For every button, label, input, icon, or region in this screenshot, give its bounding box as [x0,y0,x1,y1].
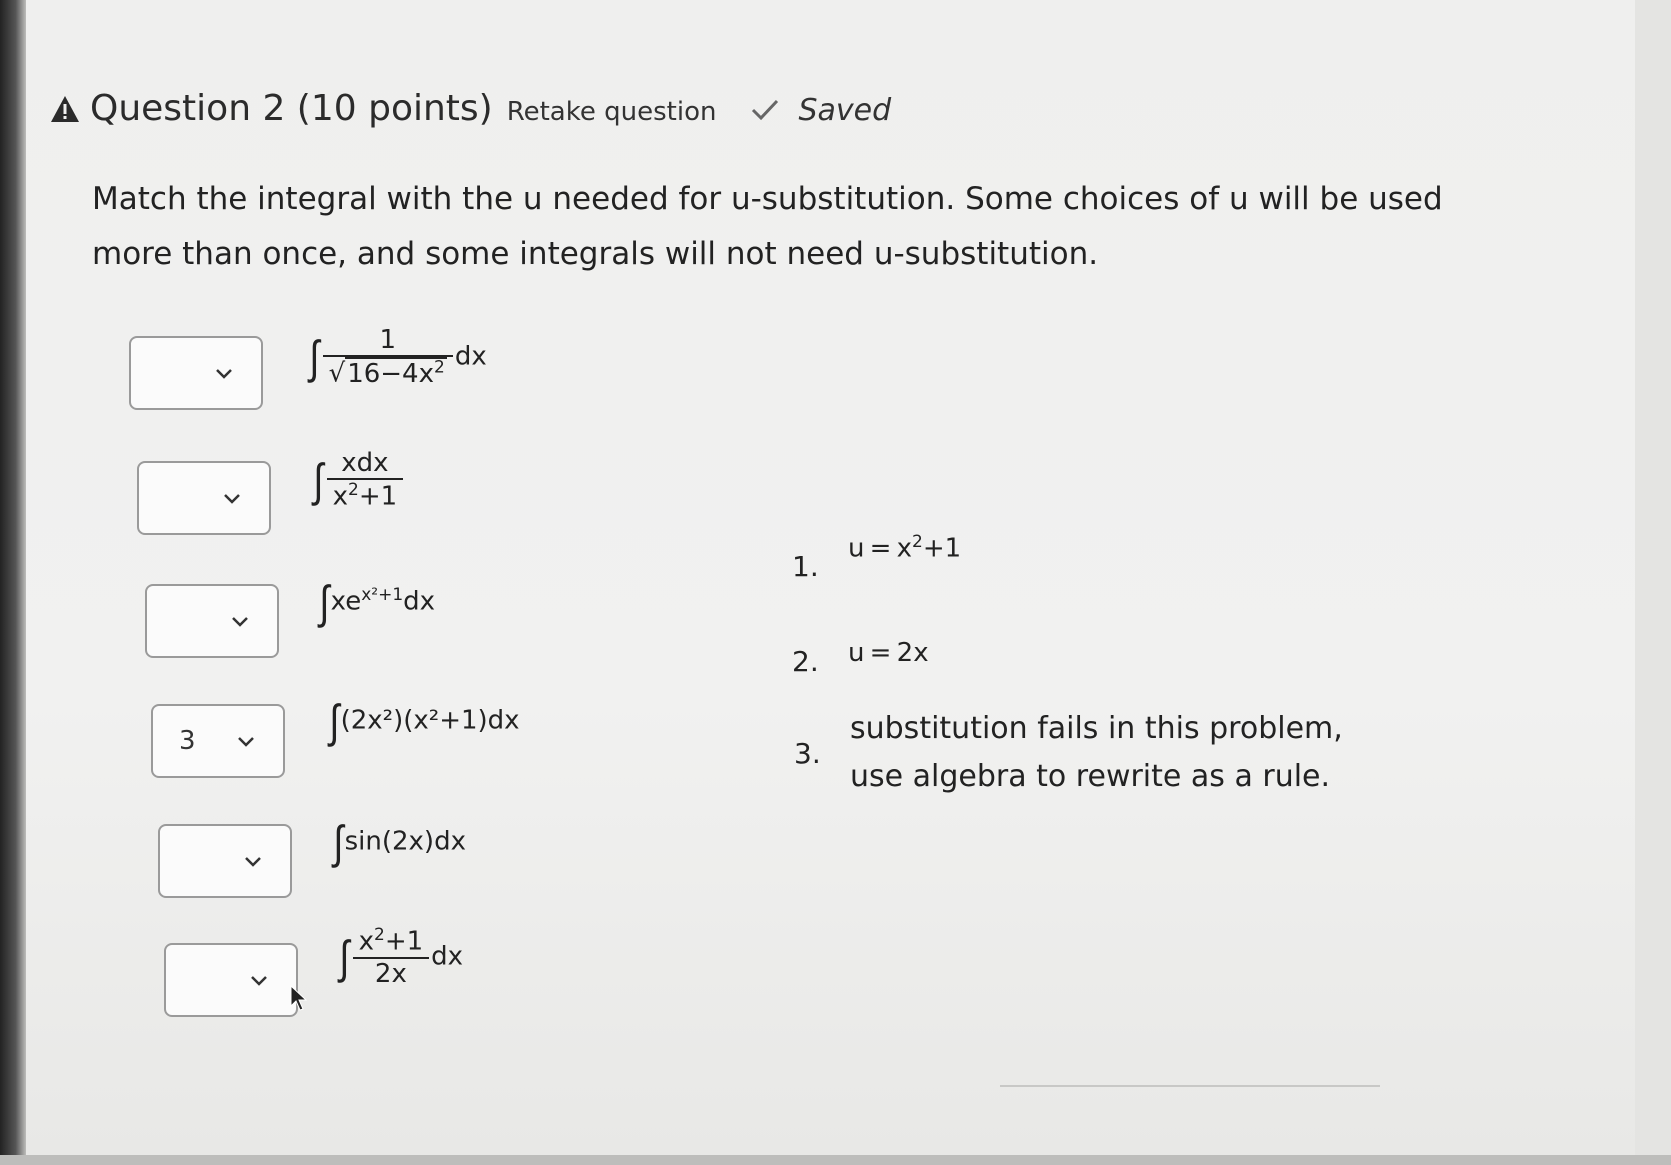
radicand: 16−4x [347,358,434,389]
option-rest: +1 [922,533,962,564]
differential: dx [431,941,464,972]
integral-sign: ∫ [339,929,350,984]
exponent: 2 [348,480,359,500]
exponent: 2 [374,925,385,945]
question-instructions: Match the integral with the u needed for u-substitution. Some choices of u will be used more than once, and some integrals will not need u-substitution. [92,181,1443,272]
num-base: x [358,926,374,957]
option-number: 2. [792,645,819,678]
denominator: $√16-4x^2$ [328,357,445,389]
den-rest: +1 [358,481,398,512]
retake-question-link[interactable]: Retake question [506,97,717,127]
numerator [353,925,430,959]
integral-sign: ∫ [333,815,344,869]
match-select-5[interactable] [158,824,292,898]
exponent: 2 [434,357,445,377]
option-text: u = 2x [848,638,929,668]
match-select-2[interactable] [137,461,271,535]
fraction [323,325,453,389]
option-lhs: u = x [848,533,913,564]
monitor-bezel-bottom [0,1155,1671,1165]
integral-1 [308,325,487,389]
exponent: 2 [912,532,923,552]
match-select-6[interactable] [164,943,298,1017]
chevron-down-icon [237,736,255,748]
integral-5 [332,815,466,869]
question-header [50,88,891,129]
denominator: 2x [374,958,407,989]
denominator [327,480,404,512]
numerator: 1 [323,325,453,357]
option-text [848,532,961,564]
num-rest: +1 [384,926,424,957]
integral-2 [312,448,405,512]
chevron-down-icon [231,616,249,628]
differential: dx [454,341,487,372]
chevron-down-icon [250,975,268,987]
fraction [353,925,430,989]
integral-sign: ∫ [309,329,320,384]
option-text: substitution fails in this problem, use algebra to rewrite as a rule. [850,711,1343,794]
integral-3 [318,575,435,629]
monitor-bezel [0,0,26,1165]
integral-sign: ∫ [319,575,330,629]
chevron-down-icon [215,368,233,380]
integral-sign: ∫ [313,452,324,507]
numerator: xdx [327,448,404,480]
warning-triangle-icon [50,94,80,124]
chevron-down-icon [244,856,262,868]
question-title: Question 2 (10 points) [90,88,493,129]
option-number: 3. [794,737,821,770]
integrand: sin(2x)dx [344,826,466,857]
background-strip [1635,0,1671,1165]
match-select-3[interactable] [145,584,279,658]
option-number: 1. [792,550,819,583]
mouse-pointer-icon [290,985,308,1011]
exponent: x²+1 [361,584,404,605]
integrand: (2x²)(x²+1)dx [340,705,520,736]
divider [1000,1085,1380,1087]
integral-sign: ∫ [329,694,340,748]
match-select-4[interactable] [151,704,285,778]
integrand-base: xe [330,586,362,617]
fraction [327,448,404,512]
match-select-1[interactable] [129,336,263,410]
chevron-down-icon [223,493,241,505]
checkmark-icon [750,98,780,122]
differential: dx [403,586,436,617]
integral-4 [328,694,520,748]
saved-status: Saved [798,93,892,128]
den-base: x [332,481,348,512]
integral-6 [338,925,463,989]
select-value: 3 [179,726,196,756]
